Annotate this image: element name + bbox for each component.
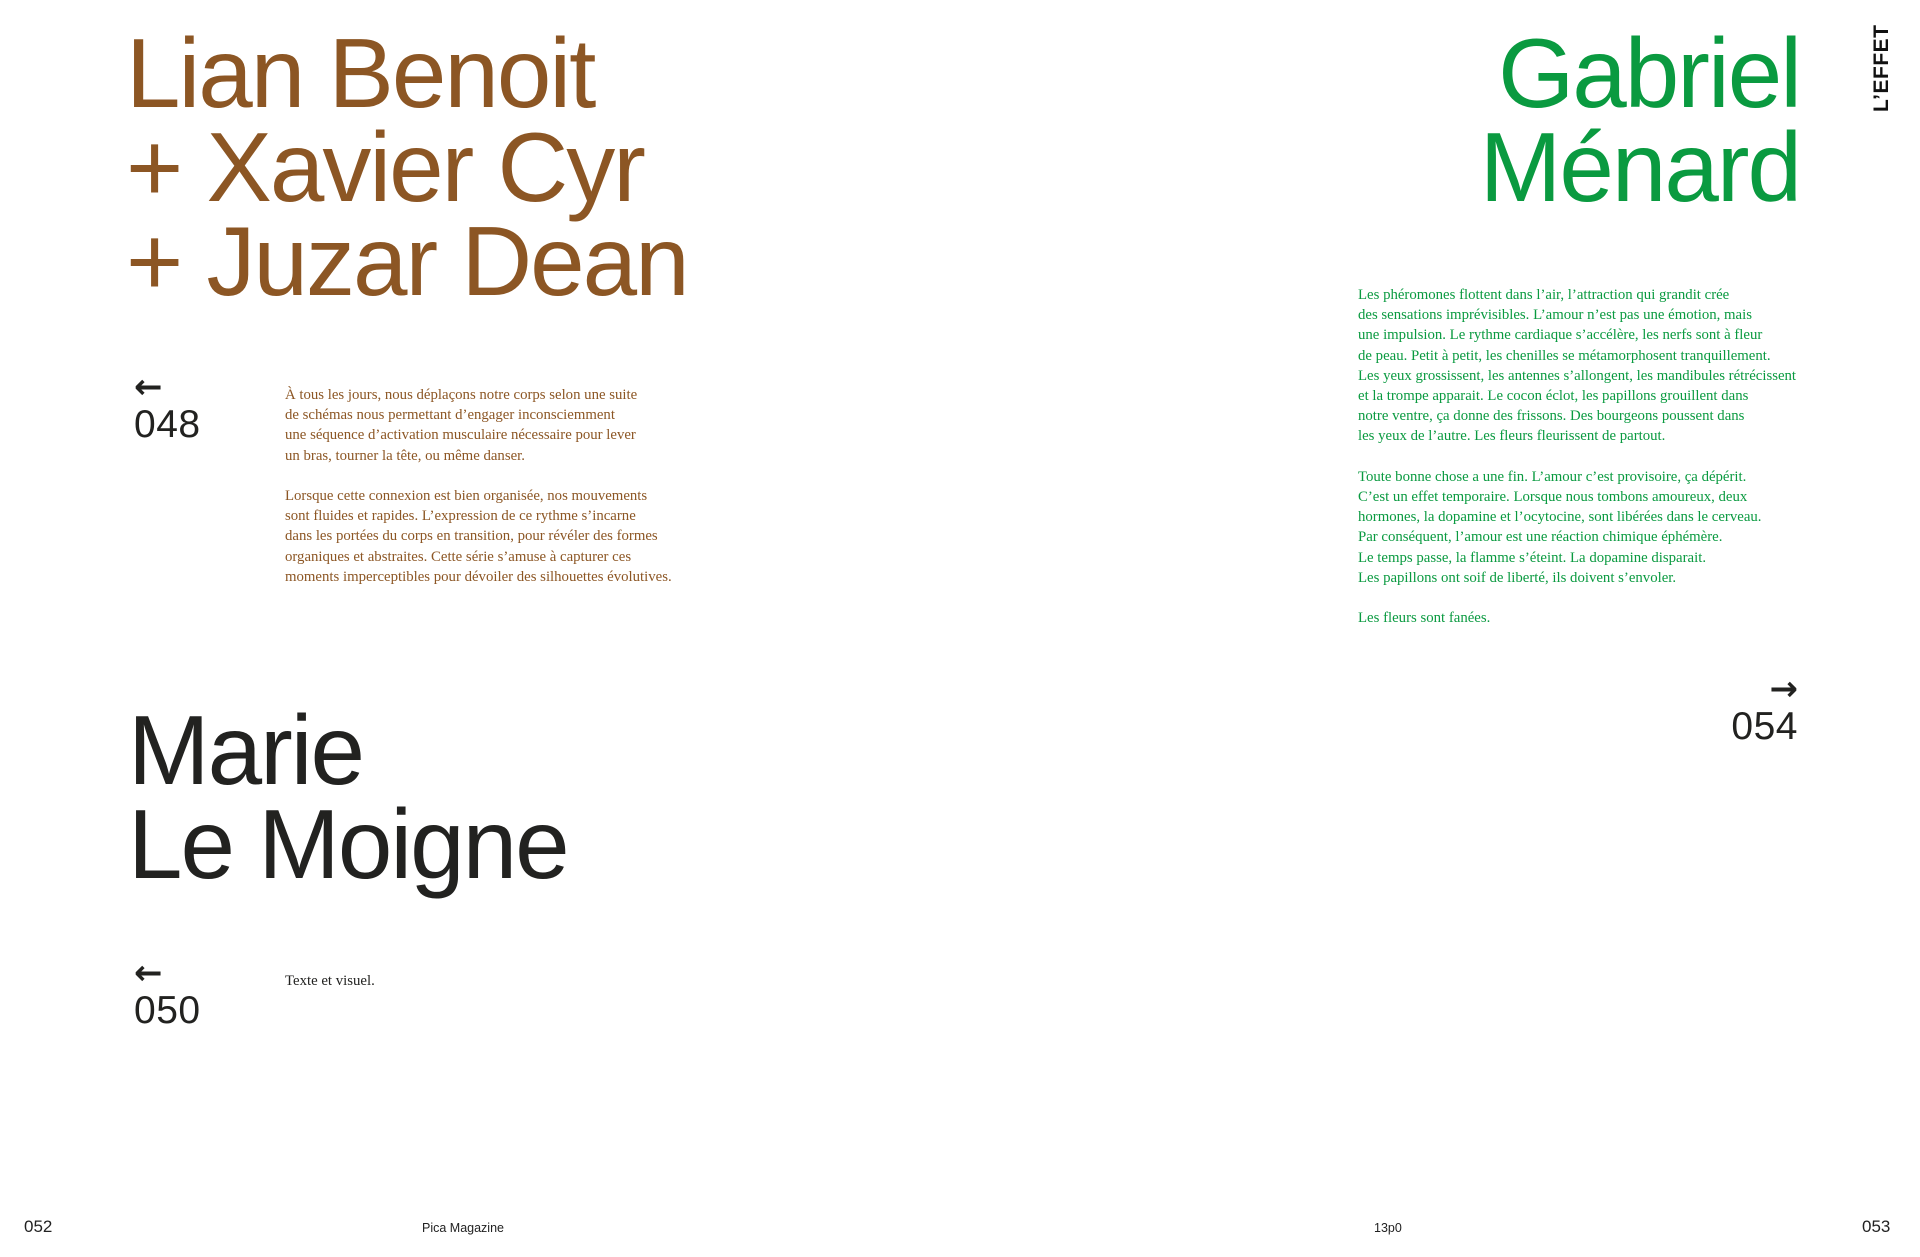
folio-right: 053 <box>1862 1217 1891 1236</box>
author-first-name: Marie <box>128 695 364 805</box>
page-ref-number: 054 <box>1731 705 1798 748</box>
page-link-054[interactable] <box>1680 669 1798 748</box>
arrow-left-icon: ← <box>134 367 163 407</box>
article-1-paragraph-2: Lorsque cette connexion est bien organisée, nos mouvements sont fluides et rapides. L’expression de ce rythme s’incarne dans les portées du corps en transition, pour révéler des formes organiques et abstraites. Cette série s’amuse à capturer ces moments imperceptibles pour dévoiler des silhouettes évolutives. <box>285 488 672 585</box>
article-1-body <box>285 385 725 607</box>
article-3-title-block <box>1100 18 1800 222</box>
page-link-050[interactable] <box>134 953 201 1032</box>
article-2-body: Texte et visuel. <box>285 973 375 989</box>
author-name-2: + Xavier Cyr <box>126 112 644 222</box>
article-1-paragraph-1: À tous les jours, nous déplaçons notre corps selon une suite de schémas nous permettant d’engager inconsciemment une séquence d’activation musculaire nécessaire pour lever un bras, tourner la tête, ou même danser. <box>285 387 638 464</box>
arrow-left-icon: ← <box>134 953 163 993</box>
author-name-1: Lian Benoit <box>126 18 595 128</box>
article-3-paragraph-3: Les fleurs sont fanées. <box>1358 610 1491 627</box>
author-name-3: + Juzar Dean <box>126 206 688 316</box>
author-last-name: Ménard <box>1479 112 1800 222</box>
author-last-name: Le Moigne <box>128 789 568 899</box>
section-label: L’EFFET <box>1870 24 1893 112</box>
page-ref-number: 050 <box>134 989 201 1032</box>
article-3-paragraph-1: Les phéromones flottent dans l’air, l’attraction qui grandit crée des sensations imprévisibles. L’amour n’est pas une émotion, mais une impulsion. Le rythme cardiaque s’accélère, les nerfs sont à fleur de peau. Petit à petit, les chenilles se métamorphosent tranquillement. Les yeux grossissent, les antennes s’allongent, les mandibules rétrécissent et la trompe apparait. Le cocon éclot, les papillons grouillent dans notre ventre, ça donne des frissons. Des bourgeons poussent dans les yeux de l’autre. Les fleurs fleurissent de partout. <box>1358 287 1797 445</box>
article-3-body <box>1358 285 1808 649</box>
font-note: 13p0 <box>1374 1221 1402 1235</box>
article-3-paragraph-2: Toute bonne chose a une fin. L’amour c’est provisoire, ça dépérit. C’est un effet temporaire. Lorsque nous tombons amoureux, deux hormones, la dopamine et l’ocytocine, sont libérées dans le cerveau. Par conséquent, l’amour est une réaction chimique éphémère. Le temps passe, la flamme s’éteint. La dopamine disparait. Les papillons ont soif de liberté, ils doivent s’envoler. <box>1358 468 1762 586</box>
author-first-name: Gabriel <box>1498 18 1800 128</box>
page-link-048[interactable] <box>134 367 201 446</box>
page-ref-number: 048 <box>134 403 201 446</box>
article-2-title <box>128 695 568 899</box>
folio-left: 052 <box>24 1217 53 1236</box>
article-1-title <box>126 18 688 316</box>
arrow-right-icon: → <box>1769 669 1798 709</box>
publication-name: Pica Magazine <box>422 1221 504 1235</box>
